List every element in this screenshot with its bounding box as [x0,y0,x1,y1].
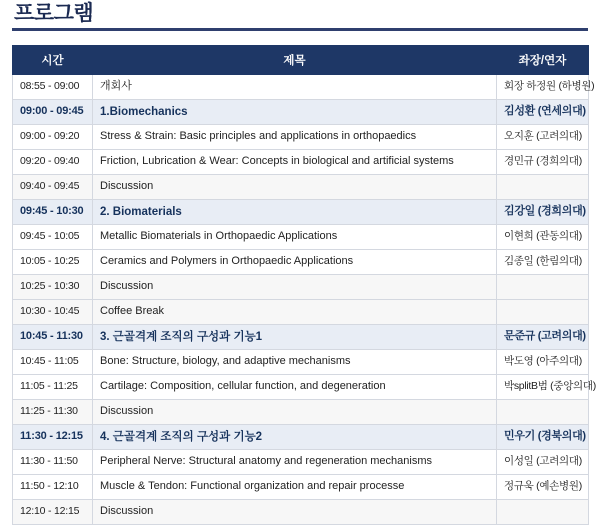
column-header-title: 제목 [93,46,497,75]
cell-time: 10:45 - 11:05 [13,350,93,375]
cell-title: Metallic Biomaterials in Orthopaedic Applications [93,225,497,250]
table-row [13,250,589,275]
cell-time: 09:00 - 09:20 [13,125,93,150]
cell-chair: 민우기 (경북의대) [497,425,589,450]
cell-title: Discussion [93,500,497,525]
table-row [13,300,589,325]
cell-time: 08:55 - 09:00 [13,75,93,100]
cell-chair: 김종일 (한림의대) [497,250,589,275]
cell-chair: 정규욱 (예손병원) [497,475,589,500]
cell-title: Ceramics and Polymers in Orthopaedic Applications [93,250,497,275]
cell-time: 11:25 - 11:30 [13,400,93,425]
table-row [13,475,589,500]
cell-chair [497,500,589,525]
cell-time: 10:05 - 10:25 [13,250,93,275]
table-row [13,500,589,525]
cell-time: 09:00 - 09:45 [13,100,93,125]
cell-chair [497,400,589,425]
cell-title: Muscle & Tendon: Functional organization and repair processe [93,475,497,500]
cell-time: 09:20 - 09:40 [13,150,93,175]
cell-title: 1.Biomechanics [93,100,497,125]
cell-title: 2. Biomaterials [93,200,497,225]
table-row [13,225,589,250]
column-header-time: 시간 [13,46,93,75]
cell-chair: 회장 하정원 (하병원) [497,75,589,100]
table-row [13,200,589,225]
cell-title: Bone: Structure, biology, and adaptive mechanisms [93,350,497,375]
table-row [13,275,589,300]
cell-title: 3. 근골격계 조직의 구성과 기능1 [93,325,497,350]
cell-title: Coffee Break [93,300,497,325]
table-header-row [13,46,589,75]
cell-title: Discussion [93,175,497,200]
cell-time: 09:45 - 10:05 [13,225,93,250]
table-row [13,125,589,150]
table-row [13,75,589,100]
cell-time: 10:25 - 10:30 [13,275,93,300]
table-body [13,75,596,525]
cell-time: 10:45 - 11:30 [13,325,93,350]
cell-chair: 김성환 (연세의대) [497,100,589,125]
cell-chair [497,275,589,300]
cell-title: Discussion [93,400,497,425]
cell-title: Peripheral Nerve: Structural anatomy and regeneration mechanisms [93,450,497,475]
table-row [13,450,589,475]
cell-time: 11:30 - 12:15 [13,425,93,450]
table-row [13,100,589,125]
table-row [13,375,589,400]
cell-chair: 박splitB범 (중앙의대) [497,375,589,400]
table-row [13,150,589,175]
cell-chair [497,175,589,200]
cell-title: Friction, Lubrication & Wear: Concepts in biological and artificial systems [93,150,497,175]
cell-time: 11:50 - 12:10 [13,475,93,500]
cell-chair: 이현희 (관동의대) [497,225,589,250]
cell-time: 10:30 - 10:45 [13,300,93,325]
table-row [13,425,589,450]
cell-chair: 경민규 (경희의대) [497,150,589,175]
cell-title: 4. 근골격계 조직의 구성과 기능2 [93,425,497,450]
cell-time: 11:30 - 11:50 [13,450,93,475]
title-divider [12,28,588,31]
cell-chair: 오지훈 (고려의대) [497,125,589,150]
cell-time: 11:05 - 11:25 [13,375,93,400]
page-title: 프로그램 [14,2,94,25]
cell-title: Stress & Strain: Basic principles and applications in orthopaedics [93,125,497,150]
cell-chair: 김강일 (경희의대) [497,200,589,225]
table-row [13,400,589,425]
cell-title: Cartilage: Composition, cellular function, and degeneration [93,375,497,400]
table-row [13,350,589,375]
program-table [12,45,596,525]
cell-time: 12:10 - 12:15 [13,500,93,525]
cell-time: 09:40 - 09:45 [13,175,93,200]
table-row [13,175,589,200]
cell-title: 개회사 [93,75,497,100]
cell-title: Discussion [93,275,497,300]
cell-chair: 문준규 (고려의대) [497,325,589,350]
cell-chair: 박도영 (아주의대) [497,350,589,375]
table-row [13,325,589,350]
cell-chair: 이성일 (고려의대) [497,450,589,475]
cell-time: 09:45 - 10:30 [13,200,93,225]
column-header-chair: 좌장/연자 [497,46,589,75]
cell-chair [497,300,589,325]
